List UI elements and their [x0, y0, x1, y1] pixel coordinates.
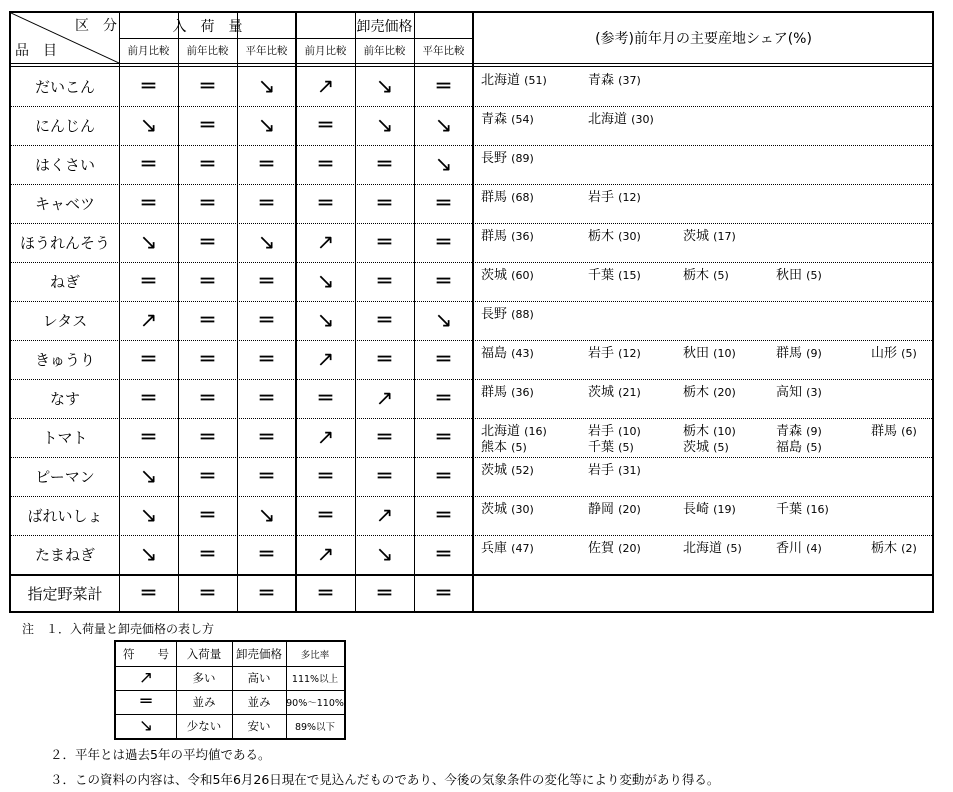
share-entry	[481, 498, 534, 517]
subheader-cell: 前年比較	[363, 45, 406, 57]
share-entry	[481, 186, 534, 205]
share-prefecture: 北海道	[683, 541, 723, 556]
share-percent: (30)	[511, 503, 534, 516]
legend-header: 入荷量	[186, 647, 222, 661]
share-prefecture: 山形	[871, 346, 898, 361]
trend-down-icon: ↘	[316, 269, 335, 293]
legend-kakaku: 安い	[247, 719, 271, 733]
share-percent: (88)	[511, 308, 534, 321]
share-percent: (36)	[511, 386, 534, 399]
trend-eq-icon: ═	[377, 580, 392, 606]
header-kubun: 区 分	[75, 18, 117, 34]
share-entry	[588, 436, 634, 455]
legend-nyuka: 多い	[192, 671, 216, 685]
trend-down-icon: ↘	[375, 74, 394, 98]
legend-nyuka: 少ない	[186, 719, 222, 733]
trend-eq-icon: ═	[318, 463, 333, 489]
trend-eq-icon: ═	[141, 151, 156, 177]
share-prefecture: 福島	[776, 440, 803, 455]
share-prefecture: 青森	[588, 73, 615, 88]
share-entry	[776, 537, 822, 556]
share-entry	[588, 108, 654, 127]
share-prefecture: 茨城	[683, 229, 710, 244]
trend-eq-icon: ═	[200, 190, 215, 216]
trend-up-icon: ↗	[316, 230, 335, 254]
trend-eq-icon: ═	[259, 346, 274, 372]
share-percent: (54)	[511, 113, 534, 126]
trend-up-icon: ↗	[316, 347, 335, 371]
trend-down-icon: ↘	[257, 230, 276, 254]
trend-eq-icon: ═	[200, 307, 215, 333]
share-entry	[776, 381, 822, 400]
row-label: きゅうり	[34, 351, 95, 369]
share-entry	[683, 537, 742, 556]
share-percent: (60)	[511, 269, 534, 282]
trend-up-icon: ↗	[139, 308, 158, 332]
trend-eq-icon: ═	[141, 268, 156, 294]
trend-eq-icon: ═	[259, 307, 274, 333]
trend-eq-icon: ═	[377, 307, 392, 333]
share-percent: (21)	[618, 386, 641, 399]
share-prefecture: 栃木	[683, 385, 710, 400]
share-entry	[588, 381, 641, 400]
share-percent: (3)	[806, 386, 822, 399]
share-entry	[588, 498, 641, 517]
legend-kakaku: 並み	[247, 695, 271, 709]
trend-eq-icon: ═	[141, 346, 156, 372]
trend-eq-icon: ═	[200, 385, 215, 411]
trend-eq-icon: ═	[377, 463, 392, 489]
share-entry	[481, 459, 534, 478]
trend-eq-icon: ═	[259, 541, 274, 567]
subheader-cell: 平年比較	[422, 45, 465, 57]
trend-eq-icon: ═	[377, 229, 392, 255]
share-entry	[683, 381, 736, 400]
share-percent: (17)	[713, 230, 736, 243]
share-prefecture: 茨城	[481, 463, 508, 478]
trend-eq-icon: ═	[436, 268, 451, 294]
trend-eq-icon: ═	[436, 502, 451, 528]
share-prefecture: 栃木	[683, 268, 710, 283]
share-entry	[481, 342, 534, 361]
share-prefecture: 秋田	[776, 268, 803, 283]
share-percent: (12)	[618, 191, 641, 204]
share-entry	[588, 186, 641, 205]
share-percent: (30)	[631, 113, 654, 126]
share-prefecture: 静岡	[588, 502, 615, 517]
trend-eq-icon: ═	[377, 346, 392, 372]
header-nyukaryo: 入 荷 量	[172, 18, 243, 35]
share-percent: (37)	[618, 74, 641, 87]
trend-eq-icon: ═	[259, 268, 274, 294]
share-percent: (9)	[806, 425, 822, 438]
trend-down-icon: ↘	[316, 308, 335, 332]
share-entry	[588, 69, 641, 88]
share-percent: (89)	[511, 152, 534, 165]
share-percent: (43)	[511, 347, 534, 360]
share-entry	[588, 225, 641, 244]
share-percent: (31)	[618, 464, 641, 477]
legend-nyuka: 並み	[192, 695, 216, 709]
trend-eq-icon: ═	[200, 151, 215, 177]
trend-eq-icon: ═	[200, 73, 215, 99]
share-entry	[481, 108, 534, 127]
share-prefecture: 福島	[481, 346, 508, 361]
share-entry	[776, 342, 822, 361]
share-prefecture: 茨城	[588, 385, 615, 400]
trend-eq-icon: ═	[259, 580, 274, 606]
header-hinmoku: 品 目	[15, 43, 57, 59]
share-entry	[776, 264, 822, 283]
trend-eq-icon: ═	[436, 541, 451, 567]
share-prefecture: 高知	[776, 385, 803, 400]
share-prefecture: 青森	[481, 112, 508, 127]
trend-eq-icon: ═	[200, 580, 215, 606]
share-entry	[588, 537, 641, 556]
share-percent: (2)	[901, 542, 917, 555]
trend-eq-icon: ═	[318, 502, 333, 528]
share-prefecture: 群馬	[481, 190, 508, 205]
row-label: だいこん	[34, 78, 95, 96]
share-percent: (51)	[524, 74, 547, 87]
trend-eq-icon: ═	[259, 385, 274, 411]
subheader-cell: 前年比較	[186, 45, 229, 57]
row-label: キャベツ	[34, 195, 95, 213]
trend-eq-icon: ═	[200, 424, 215, 450]
trend-eq-icon: ═	[259, 424, 274, 450]
row-label: にんじん	[34, 117, 95, 135]
share-prefecture: 千葉	[588, 268, 615, 283]
row-label: はくさい	[34, 156, 95, 174]
share-percent: (16)	[524, 425, 547, 438]
share-entry	[871, 342, 917, 361]
trend-eq-icon: ═	[200, 463, 215, 489]
row-label: ねぎ	[49, 273, 80, 291]
share-prefecture: 兵庫	[481, 541, 508, 556]
trend-eq-icon: ═	[318, 580, 333, 606]
share-prefecture: 千葉	[588, 440, 615, 455]
share-percent: (20)	[618, 542, 641, 555]
trend-down-icon: ↘	[434, 113, 453, 137]
total-label: 指定野菜計	[27, 585, 103, 603]
trend-down-icon: ↘	[257, 74, 276, 98]
share-entry	[683, 342, 736, 361]
share-entry	[683, 436, 729, 455]
share-percent: (20)	[618, 503, 641, 516]
trend-down-icon: ↘	[257, 113, 276, 137]
legend-eq-icon: ═	[140, 691, 152, 712]
trend-eq-icon: ═	[436, 385, 451, 411]
share-prefecture: 長崎	[683, 502, 710, 517]
note-2: ２．平年とは過去5年の平均値である。	[50, 747, 271, 762]
share-prefecture: 北海道	[481, 424, 521, 439]
trend-down-icon: ↘	[139, 464, 158, 488]
share-prefecture: 長野	[481, 307, 508, 322]
legend-up-icon: ↗	[138, 667, 154, 688]
note-1: 注 １．入荷量と卸売価格の表し方	[22, 622, 215, 636]
trend-eq-icon: ═	[436, 346, 451, 372]
share-prefecture: 佐賀	[588, 541, 615, 556]
share-entry	[776, 498, 829, 517]
header-oroshi: 卸売価格	[356, 18, 413, 35]
share-entry	[683, 225, 736, 244]
share-percent: (5)	[901, 347, 917, 360]
row-label: レタス	[42, 312, 88, 330]
share-percent: (5)	[726, 542, 742, 555]
share-prefecture: 長野	[481, 151, 508, 166]
trend-down-icon: ↘	[375, 113, 394, 137]
trend-eq-icon: ═	[377, 190, 392, 216]
share-entry	[481, 381, 534, 400]
legend-down-icon: ↘	[138, 715, 154, 736]
share-entry	[683, 264, 729, 283]
share-prefecture: 茨城	[481, 502, 508, 517]
trend-up-icon: ↗	[375, 503, 394, 527]
share-prefecture: 群馬	[776, 346, 803, 361]
trend-down-icon: ↘	[139, 230, 158, 254]
trend-eq-icon: ═	[436, 424, 451, 450]
trend-eq-icon: ═	[259, 151, 274, 177]
share-prefecture: 青森	[776, 424, 803, 439]
share-percent: (47)	[511, 542, 534, 555]
legend-kakaku: 高い	[247, 671, 271, 685]
trend-eq-icon: ═	[377, 424, 392, 450]
legend-header: 多比率	[300, 650, 330, 661]
subheader-cell: 平年比較	[245, 45, 288, 57]
trend-down-icon: ↘	[257, 503, 276, 527]
share-prefecture: 岩手	[588, 463, 615, 478]
share-entry	[588, 264, 641, 283]
legend-ratio: 111%以上	[291, 674, 339, 685]
trend-eq-icon: ═	[436, 580, 451, 606]
trend-eq-icon: ═	[141, 424, 156, 450]
share-prefecture: 栃木	[588, 229, 615, 244]
trend-eq-icon: ═	[377, 268, 392, 294]
share-percent: (5)	[713, 441, 729, 454]
note-3: ３．この資料の内容は、令和5年6月26日現在で見込んだものであり、今後の気象条件の変化等により変動があり得る。	[50, 772, 720, 787]
share-entry	[481, 264, 534, 283]
share-percent: (15)	[618, 269, 641, 282]
share-prefecture: 秋田	[683, 346, 710, 361]
share-percent: (12)	[618, 347, 641, 360]
trend-eq-icon: ═	[141, 190, 156, 216]
trend-eq-icon: ═	[200, 346, 215, 372]
trend-eq-icon: ═	[436, 190, 451, 216]
header-sanko: (参考)前年月の主要産地シェア(%)	[595, 31, 812, 47]
share-percent: (30)	[618, 230, 641, 243]
legend-ratio: 90%～110%	[286, 698, 344, 709]
share-percent: (5)	[618, 441, 634, 454]
share-prefecture: 群馬	[481, 229, 508, 244]
trend-eq-icon: ═	[318, 190, 333, 216]
share-entry	[776, 436, 822, 455]
row-label: ピーマン	[35, 468, 95, 486]
share-percent: (5)	[713, 269, 729, 282]
trend-eq-icon: ═	[259, 463, 274, 489]
share-percent: (5)	[806, 269, 822, 282]
share-percent: (10)	[713, 347, 736, 360]
share-prefecture: 香川	[776, 541, 803, 556]
share-prefecture: 茨城	[683, 440, 710, 455]
share-percent: (5)	[511, 441, 527, 454]
share-entry	[871, 537, 917, 556]
trend-eq-icon: ═	[377, 151, 392, 177]
share-percent: (6)	[901, 425, 917, 438]
share-entry	[481, 225, 534, 244]
header-bottom-line	[11, 63, 932, 64]
legend-header: 符 号	[123, 647, 169, 661]
share-prefecture: 群馬	[481, 385, 508, 400]
row-label: ばれいしょ	[27, 507, 103, 525]
trend-eq-icon: ═	[141, 385, 156, 411]
trend-eq-icon: ═	[318, 151, 333, 177]
share-entry	[481, 537, 534, 556]
trend-down-icon: ↘	[434, 152, 453, 176]
share-percent: (36)	[511, 230, 534, 243]
share-percent: (16)	[806, 503, 829, 516]
trend-eq-icon: ═	[318, 385, 333, 411]
share-percent: (9)	[806, 347, 822, 360]
share-percent: (52)	[511, 464, 534, 477]
trend-eq-icon: ═	[436, 73, 451, 99]
legend-header: 卸売価格	[236, 647, 282, 661]
share-prefecture: 栃木	[871, 541, 898, 556]
share-entry	[481, 147, 534, 166]
legend-ratio: 89%以下	[294, 722, 336, 733]
trend-eq-icon: ═	[200, 112, 215, 138]
share-entry	[683, 498, 736, 517]
trend-down-icon: ↘	[375, 542, 394, 566]
subheader-cell: 前月比較	[127, 45, 170, 57]
share-prefecture: 北海道	[481, 73, 521, 88]
row-label: トマト	[42, 429, 88, 447]
share-entry	[588, 459, 641, 478]
vegetable-outlook-table	[9, 11, 934, 613]
trend-down-icon: ↘	[139, 542, 158, 566]
trend-eq-icon: ═	[200, 541, 215, 567]
share-entry	[481, 303, 534, 322]
share-entry	[871, 420, 917, 439]
trend-eq-icon: ═	[141, 73, 156, 99]
share-prefecture: 熊本	[481, 440, 508, 455]
trend-eq-icon: ═	[259, 190, 274, 216]
trend-up-icon: ↗	[375, 386, 394, 410]
share-prefecture: 群馬	[871, 424, 898, 439]
share-prefecture: 北海道	[588, 112, 628, 127]
share-percent: (19)	[713, 503, 736, 516]
subheader-cell: 前月比較	[304, 45, 347, 57]
share-entry	[481, 436, 527, 455]
share-prefecture: 栃木	[683, 424, 710, 439]
trend-eq-icon: ═	[200, 502, 215, 528]
row-label: ほうれんそう	[19, 234, 110, 252]
trend-down-icon: ↘	[139, 113, 158, 137]
trend-eq-icon: ═	[436, 229, 451, 255]
trend-eq-icon: ═	[436, 463, 451, 489]
trend-down-icon: ↘	[434, 308, 453, 332]
share-percent: (68)	[511, 191, 534, 204]
trend-eq-icon: ═	[318, 112, 333, 138]
legend-table	[114, 640, 346, 740]
trend-eq-icon: ═	[200, 229, 215, 255]
trend-eq-icon: ═	[200, 268, 215, 294]
share-percent: (20)	[713, 386, 736, 399]
share-entry	[481, 69, 547, 88]
share-prefecture: 茨城	[481, 268, 508, 283]
trend-down-icon: ↘	[139, 503, 158, 527]
share-prefecture: 岩手	[588, 424, 615, 439]
share-percent: (10)	[618, 425, 641, 438]
share-prefecture: 岩手	[588, 346, 615, 361]
row-label: たまねぎ	[34, 546, 95, 564]
share-prefecture: 千葉	[776, 502, 803, 517]
trend-eq-icon: ═	[141, 580, 156, 606]
trend-up-icon: ↗	[316, 74, 335, 98]
share-percent: (5)	[806, 441, 822, 454]
row-label: なす	[49, 390, 80, 408]
share-entry	[588, 342, 641, 361]
share-prefecture: 岩手	[588, 190, 615, 205]
trend-up-icon: ↗	[316, 542, 335, 566]
share-percent: (10)	[713, 425, 736, 438]
trend-up-icon: ↗	[316, 425, 335, 449]
share-percent: (4)	[806, 542, 822, 555]
